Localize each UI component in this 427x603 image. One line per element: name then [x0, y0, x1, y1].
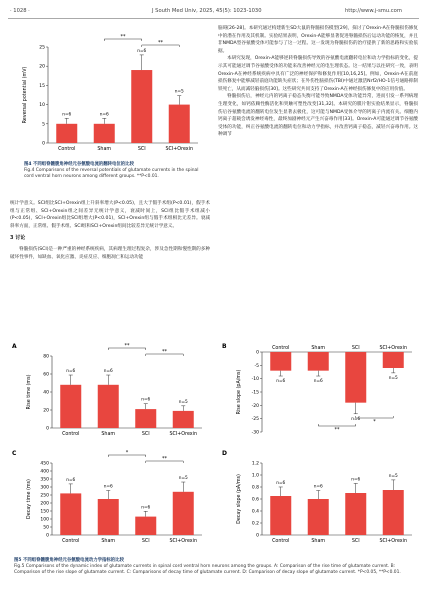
fig5b-ytick-label: -25 [251, 417, 259, 423]
fig5c-sig-label: * [125, 450, 129, 456]
fig5b-category-label: Sham [311, 346, 326, 351]
fig4-caption-cn: 图4 不同组脊髓腹角神经元谷氨酸电流的翻转电位的比较 [24, 162, 134, 167]
fig5b-n-label: n=6 [276, 379, 286, 385]
fig5d-bar [345, 493, 366, 535]
fig4-ytick-label: 20 [39, 64, 45, 70]
fig5b-ytick-label: -10 [251, 377, 259, 383]
fig5c-ytick-label: 400 [40, 469, 49, 475]
fig5d-category-label: SCI+Orexin [379, 539, 408, 544]
fig5b-panel-letter: B [222, 343, 227, 350]
fig5c-category-label: Control [62, 539, 80, 544]
left-column-text [10, 200, 210, 261]
right-paragraph-1: 脑碍[26-28]。本研究通过构建新生SD大鼠的脊髓损伤模型[29]，探讨了Orexin-A在脊髓损伤修复中的潜在作用及其机制。实验结果表明，Orexin-A能够显著促进脊髓损伤后运动功能的恢复，并且非NMDA型谷氨酸受体可能参与了这一过程。这一发现为脊髓损伤的治疗提供了新的思路和实验依据。 [218, 26, 418, 54]
left-paragraph-discussion: 脊髓损伤(SCI)是一种严重的神经系统疾病，其病理生理过程复杂，涉及急性期和慢性期的多种破坏性事件，如缺血、氧化应激、炎症反应、细胞凋亡和运动功能 [10, 246, 210, 260]
fig5b-category-label: SCI [351, 346, 360, 351]
fig4-chart [8, 25, 213, 160]
fig5d-bar [383, 490, 404, 535]
fig5b-ytick-label: -30 [251, 430, 259, 436]
fig5a-ytick-label: 20 [43, 408, 49, 414]
fig5c-category-label: SCI [141, 539, 150, 544]
fig4-ytick-label: 25 [39, 45, 45, 51]
fig5d-ytick-label: 0.4 [251, 509, 259, 515]
fig4-ytick-label: 15 [39, 83, 45, 89]
fig4-ytick-label: 5 [42, 122, 45, 128]
fig5d-ytick-label: 1.2 [251, 461, 259, 467]
fig4-ytick-label: 10 [39, 103, 45, 109]
fig5c-ytick-label: 50 [43, 525, 49, 531]
fig5-panel-a-chart [8, 340, 213, 445]
fig4-ytick-label: 0 [42, 141, 45, 147]
fig4-n-label: n=6 [137, 48, 147, 54]
fig5a-bar [135, 409, 156, 428]
fig5b-sig-label: * [373, 419, 376, 425]
fig5d-n-label: n=5 [388, 473, 398, 479]
fig5c-ytick-label: 300 [40, 485, 49, 491]
fig4-ylabel: Reversal potential (mV) [23, 66, 28, 124]
fig5d-ytick-label: 0.8 [251, 485, 259, 491]
fig5b-ytick-label: 0 [256, 350, 259, 356]
fig4-category-label: SCI+Orexin [165, 147, 194, 152]
fig5c-ytick-label: 350 [40, 477, 49, 483]
fig5a-ylabel: Rise time (ms) [27, 374, 32, 410]
fig4-category-label: Control [58, 147, 76, 152]
fig4-category-label: Sham [97, 147, 112, 152]
journal-citation: J South Med Univ, 2025, 45(5): 1023-1030 [152, 8, 262, 14]
fig5c-ytick-label: 250 [40, 493, 49, 499]
fig5c-ytick-label: 100 [40, 517, 49, 523]
fig5b-ytick-label: -15 [251, 390, 259, 396]
fig5-panel-c-chart [8, 447, 213, 552]
fig5c-n-label: n=5 [178, 476, 188, 482]
left-paragraph-results: 统计学意义。SCI组比SCI+Orexin组上升斜率增大(P<0.05)，且大于假手术组(P<0.01)，假手术组与正常组、SCI+Orexin组之间差异无统计学意义，衰减时间上，SCI组比假手术组减小(P<0.05)，SCI+Orexin组比SCI组增大(P<0.01)，SCI+Orexin组与假手术组相比无差异。衰减斜率方面，正常组、假手术组、SCI组和SCI+Orexin组间比较差异无统计学意义。 [10, 201, 210, 229]
fig5-panel-d-chart [218, 447, 423, 552]
fig5c-ytick-label: 0 [46, 533, 49, 539]
fig4-caption-en: Fig.4 Comparisons of the reversal potentials of glutamate currents in the spinal cord ventral horn neurons among different groups. **P<0.01. [24, 168, 199, 180]
fig4-category-label: SCI [137, 147, 146, 152]
fig5a-category-label: SCI [141, 432, 150, 437]
fig5a-n-label: n=6 [66, 369, 76, 375]
fig5b-ylabel: Rise slope (pA/ms) [237, 369, 242, 415]
fig4-bar [169, 105, 190, 143]
fig5a-ytick-label: 40 [43, 390, 49, 396]
fig5d-panel-letter: D [222, 450, 227, 457]
right-paragraph-2: 本研究发现，Orexin-A能够逆转脊髓损伤导致的谷氨酸电流翻转电位和动力学指标的变化，提示其可能通过调节谷氨酸受体的功能来改善神经元的电生理状态。这一结果与以往研究一致，表明Orexin-A在神经系统疾病中具有广泛的神经保护和修复作用[10,16,25]。例如，Orexin-A在前庭损伤修复中能够减轻前庭功能缺失症状；在外伤性脑损伤(TBI)中通过激活Nrf2/HO-1信号通路抑制铁死亡，从而减轻脑损伤[30]。这些研究共同支持了Orexin-A在神经损伤修复中的应用价值。 [218, 56, 418, 92]
fig5c-n-label: n=6 [141, 505, 151, 511]
fig5a-bar [173, 411, 194, 428]
fig5d-ytick-label: 1.0 [251, 473, 259, 479]
fig4-bar [131, 70, 152, 143]
fig5d-category-label: Control [272, 539, 290, 544]
fig5c-category-label: Sham [101, 539, 116, 544]
fig5a-bar [98, 385, 119, 428]
fig5a-n-label: n=6 [141, 397, 151, 403]
fig5a-n-label: n=6 [103, 369, 113, 375]
fig4-caption [24, 162, 204, 181]
fig4-sig-label: ** [158, 40, 163, 46]
fig5c-ytick-label: 450 [40, 461, 49, 467]
fig5-panel-b-chart [218, 340, 423, 445]
fig5c-panel-letter: C [12, 450, 17, 457]
fig4-sig-label: ** [120, 34, 126, 40]
fig5c-sig-label: ** [162, 456, 167, 462]
fig5b-category-label: Control [272, 346, 290, 351]
fig5-caption-cn: 图5 不同组脊髓腹角神经元谷氨酸电流动力学指标的比较 [14, 558, 124, 563]
right-column-text [218, 25, 418, 139]
fig5b-n-label: n=5 [388, 375, 398, 381]
fig5b-sig-bracket [318, 424, 356, 426]
fig5a-category-label: SCI+Orexin [169, 432, 198, 437]
fig4-bar [94, 124, 115, 143]
fig5d-category-label: Sham [311, 539, 326, 544]
fig5a-bar [60, 385, 81, 428]
fig4-n-label: n=6 [99, 112, 109, 118]
fig5b-n-label: n=6 [351, 416, 361, 422]
fig5-caption [14, 558, 414, 577]
fig5c-bar [60, 493, 81, 535]
fig4-n-label: n=5 [174, 89, 184, 95]
journal-url: http://www.j-smu.com [345, 8, 402, 14]
fig5a-category-label: Sham [101, 432, 116, 437]
fig5a-panel-letter: A [12, 343, 17, 350]
fig5b-bar [345, 352, 366, 403]
fig5c-ytick-label: 150 [40, 509, 49, 515]
fig5c-n-label: n=6 [103, 484, 113, 490]
fig5c-category-label: SCI+Orexin [169, 539, 198, 544]
fig5b-bar [270, 352, 291, 371]
fig5d-ytick-label: 0.6 [251, 497, 259, 503]
fig5d-ytick-label: 0.2 [251, 521, 259, 527]
fig5d-ylabel: Decay slope (pA/ms) [237, 474, 242, 524]
fig5b-bar [308, 352, 329, 371]
fig5-caption-en: Fig.5 Comparisons of the dynamic index of glutamate currents in spinal cord ventral horn neurons among the groups. A: Comparison of the rise time of glutamate current. B: Comparison of the rise slope of glutamate current. C: Comparisons of decay time of glutamate current. D: Comparison of decay slope of glutamate current. *P<0.05, **P<0.01. [14, 564, 401, 576]
fig5a-sig-label: ** [162, 349, 167, 355]
fig4-bar [56, 124, 77, 143]
fig5a-ytick-label: 0 [46, 426, 49, 432]
fig5a-n-label: n=5 [178, 399, 188, 405]
fig5c-bar [173, 492, 194, 535]
fig5d-ytick-label: 0 [256, 533, 259, 539]
fig5b-sig-bracket [356, 416, 394, 418]
fig5c-bar [98, 499, 119, 535]
page-number: · 1028 · [10, 8, 30, 14]
fig5b-ytick-label: -5 [254, 363, 259, 369]
fig5a-ytick-label: 80 [43, 354, 49, 360]
fig5c-ytick-label: 200 [40, 501, 49, 507]
fig5a-ytick-label: 60 [43, 372, 49, 378]
fig5a-sig-label: ** [124, 343, 130, 349]
fig5b-bar [383, 352, 404, 368]
fig5b-n-label: n=6 [313, 379, 323, 385]
section-discussion-heading: 3 讨论 [10, 235, 26, 242]
fig5b-category-label: SCI+Orexin [379, 346, 408, 351]
fig5c-ylabel: Decay time (ms) [27, 479, 32, 519]
fig5c-bar [135, 517, 156, 535]
fig5b-sig-label: ** [334, 427, 340, 433]
fig5d-n-label: n=6 [313, 484, 323, 490]
fig5d-bar [308, 499, 329, 535]
fig5d-n-label: n=6 [276, 480, 286, 486]
fig5a-category-label: Control [62, 432, 80, 437]
fig5b-ytick-label: -20 [251, 403, 259, 409]
fig5d-bar [270, 496, 291, 535]
header-rule [8, 18, 419, 19]
right-paragraph-3: 脊髓损伤后，神经元内的钙离子稳态失衡可能导致NMDA受体功能异常，进而引发一系列病理生理变化，如钙依赖性酶活化和突触可塑性改变[31,32]。本研究的膜片钳实验结果显示，脊髓损伤后谷氨酸电流的翻转电位发生显著去极化，这可能与NMDA受体介导的钙离子内流有关。细胞内钙离子超载会诱发神经毒性，最终加剧神经元产生兴奋毒作用[33]。Orexin-A可能通过调节谷氨酸受体的功能，纠正谷氨酸电流的翻转电位和动力学指标，并改善钙离子稳态，减轻兴奋毒作用。这种调节 [218, 94, 418, 138]
fig5c-n-label: n=6 [66, 477, 76, 483]
fig5d-category-label: SCI [351, 539, 360, 544]
fig4-n-label: n=6 [62, 112, 72, 118]
fig5d-n-label: n=6 [351, 477, 361, 483]
